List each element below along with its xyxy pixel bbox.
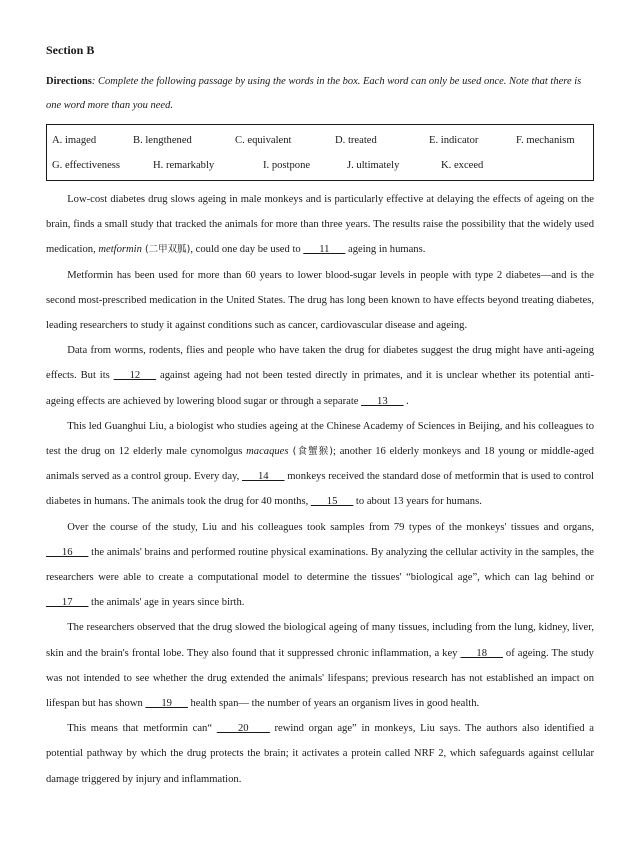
word-row-1 — [52, 128, 593, 153]
paragraph-text: monkeys received the standard dose of metformin that is used to control diabetes in humans. The animals took the drug for 40 months, — [46, 471, 594, 508]
word-option: G. effectiveness — [52, 160, 121, 171]
paragraph-text: health span— the number of years an organism lives in good health. — [187, 698, 480, 710]
paragraph-text: the animals' brains and performed routine physical examinations. By analyzing the cellular activity in the samples, the researchers were able to create a computational model to determine the tissues' “biological age”, which can lag behind or — [46, 546, 594, 584]
directions — [46, 70, 594, 118]
paragraph-text: Data from worms, rodents, flies and people who have taken the drug for diabetes suggest the drug might have anti-ageing effects. But its — [46, 345, 594, 382]
directions-label: Directions — [46, 76, 92, 87]
paragraph-6 — [46, 615, 594, 716]
paragraph-text: Low-cost diabetes drug slows ageing in male monkeys and is particularly effective at delaying the effects of ageing on the brain, finds a small study that tracked the animals for more than three years. The results raise the possibility that the widely used medication, — [46, 194, 594, 256]
word-box — [46, 124, 594, 181]
blank-12: ___12___ — [113, 370, 157, 382]
word-row-2 — [52, 153, 593, 178]
paragraph-text: This means that metformin can“ — [67, 723, 217, 735]
blank-20: ____20____ — [216, 723, 270, 735]
paragraph-text: . — [403, 395, 409, 407]
word-option: D. treated — [335, 135, 377, 146]
blank-14: ___14___ — [242, 471, 285, 483]
word-option: A. imaged — [52, 135, 97, 146]
paragraph-text: This led Guanghui Liu, a biologist who studies ageing at the Chinese Academy of Sciences in Beijing, and his colleagues to test the drug on 12 elderly male cynomolgus — [46, 420, 594, 458]
paragraph-text: to about 13 years for humans. — [353, 496, 482, 508]
paragraph-text: ageing in humans. — [345, 244, 426, 256]
paragraph-text: , could one day be used to — [190, 244, 304, 256]
blank-13: ___13___ — [361, 395, 404, 407]
directions-text: : Complete the following passage by using the words in the box. Each word can only be used once. Note that there is one word more than you need. — [46, 76, 582, 111]
paragraph-3 — [46, 338, 594, 414]
word-option: C. equivalent — [235, 135, 292, 146]
word-option: I. postpone — [263, 160, 311, 171]
paragraph-text: of ageing. The study was not intended to see whether the drug extended the animals' lifespans; previous research has not established an impact on lifespan but has shown — [46, 647, 594, 710]
chinese-gloss: (食蟹猴) — [288, 446, 334, 458]
term-metformin: metformin — [98, 244, 142, 256]
chinese-gloss: (二甲双胍) — [141, 244, 191, 256]
paragraph-2: Metformin has been used for more than 60 years to lower blood-sugar levels in people with type 2 diabetes—and is the second most-prescribed medication in the United States. The drug has long been known to have effects beyond treating diabetes, leading researchers to study it against conditions such as cancer, cardiovascular disease and ageing. — [46, 269, 594, 332]
paragraph-text: rewind organ age” in monkeys, Liu says. The authors also identified a potential pathway by which the drug protects the brain; it activates a protein called NRF 2, which safeguards against cellular damage triggered by injury and inflammation. — [46, 723, 594, 785]
paragraph-text: against ageing had not been tested directly in primates, and it is unclear whether its potential anti-ageing effects are achieved by lowering blood sugar or through a separate — [46, 370, 594, 407]
word-option: H. remarkably — [153, 160, 215, 171]
word-option: F. mechanism — [516, 135, 575, 146]
paragraph-text: ; another 16 elderly monkeys and 18 young or middle-aged animals served as a control group. Every day, — [46, 446, 594, 483]
paragraph-text: Over the course of the study, Liu and his colleagues took samples from 79 types of the monkeys' tissues and organs, — [67, 521, 594, 533]
paragraph-text: The researchers observed that the drug slowed the biological ageing of many tissues, including from the lung, kidney, liver, skin and the brain's frontal lobe. They also found that it suppressed chronic inflammation, a key — [46, 622, 594, 659]
blank-15: ___15___ — [310, 496, 354, 508]
blank-18: ___18___ — [460, 647, 503, 659]
word-option: K. exceed — [441, 160, 484, 171]
term-macaques: macaques — [246, 446, 289, 458]
paragraph-4 — [46, 414, 594, 515]
blank-16: ___16___ — [46, 546, 89, 558]
word-option: B. lengthened — [133, 135, 192, 146]
blank-17: ___17___ — [46, 597, 89, 609]
paragraph-text: the animals' age in years since birth. — [88, 597, 245, 609]
word-option: E. indicator — [429, 135, 479, 146]
paragraph-5 — [46, 515, 594, 616]
section-title: Section B — [46, 43, 95, 57]
blank-19: ___19___ — [145, 698, 188, 710]
paragraph-7 — [46, 716, 594, 792]
blank-11: ___11___ — [303, 244, 346, 256]
paragraph-1 — [46, 187, 594, 263]
word-option: J. ultimately — [347, 160, 400, 171]
